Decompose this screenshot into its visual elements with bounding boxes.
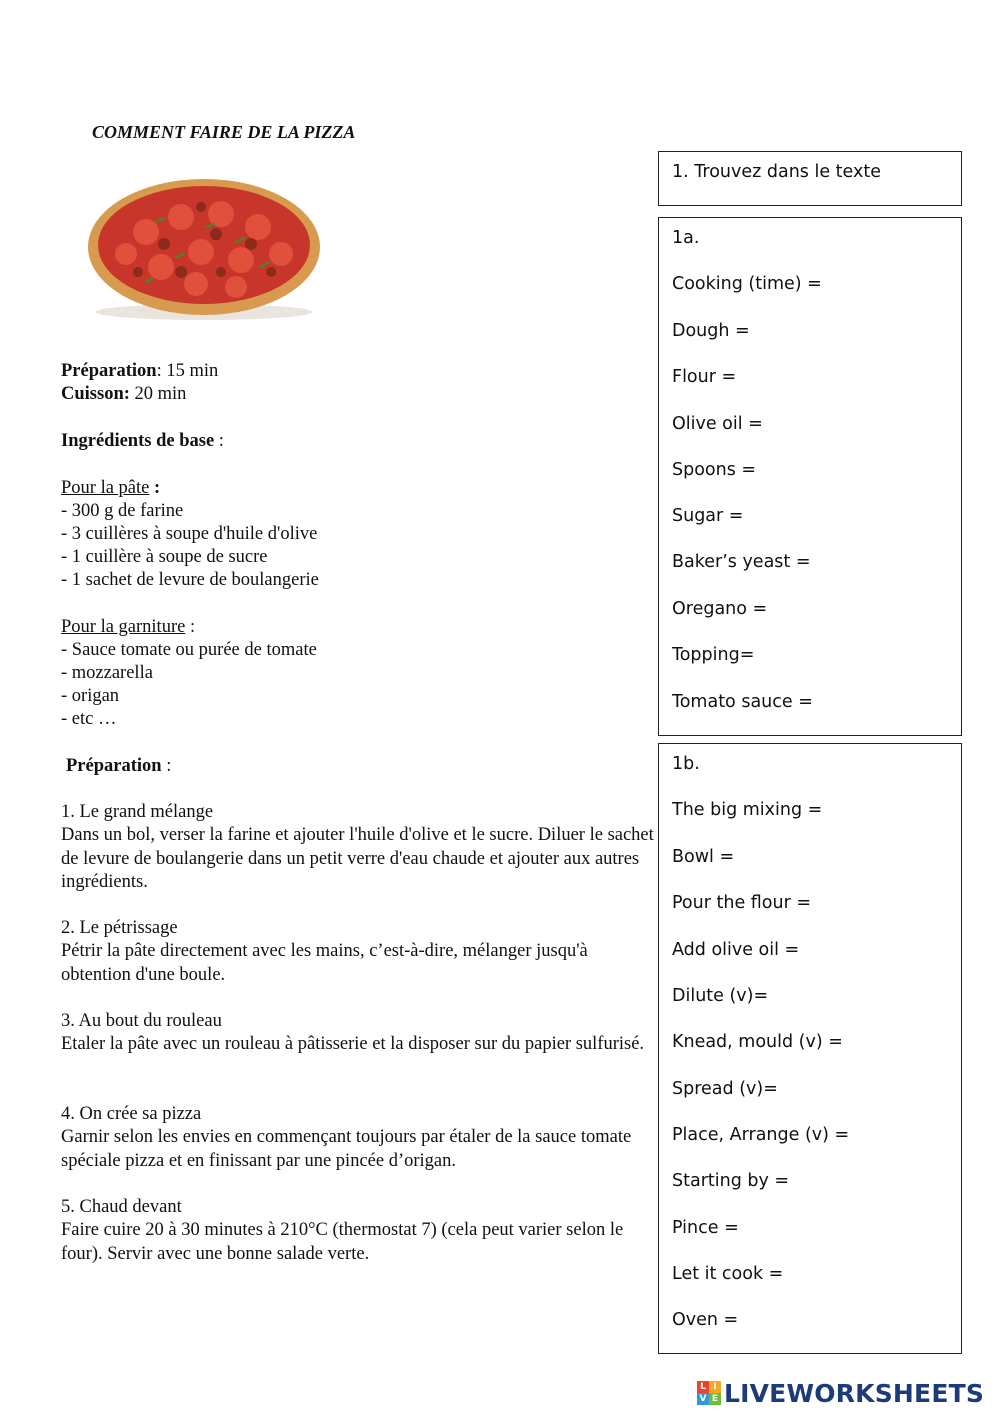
vocab-item-flour[interactable]: Flour = — [672, 367, 737, 387]
cook-value: 20 min — [129, 384, 187, 404]
cook-time — [61, 383, 186, 406]
logo-tile: V — [697, 1393, 709, 1405]
prep-value: : 15 min — [156, 361, 219, 381]
liveworksheets-logo — [697, 1377, 984, 1409]
dough-item: - 3 cuillères à soupe d'huile d'olive — [61, 524, 318, 544]
exercise-1a-label: 1a. — [672, 228, 700, 248]
prep-time — [61, 360, 218, 383]
vocab-item-oregano[interactable]: Oregano = — [672, 599, 768, 619]
vocab-item-let-it-cook[interactable]: Let it cook = — [672, 1264, 784, 1284]
step-4 — [61, 1103, 656, 1173]
step-1 — [61, 801, 656, 894]
topping-item: - origan — [61, 686, 120, 706]
prep-label: Préparation — [61, 361, 157, 381]
dough-heading: Pour la pâte : — [61, 478, 161, 498]
vocab-item-bowl[interactable]: Bowl = — [672, 847, 735, 867]
vocab-item-topping[interactable]: Topping= — [672, 645, 755, 665]
vocab-item-spread[interactable]: Spread (v)= — [672, 1079, 778, 1099]
vocab-item-olive-oil[interactable]: Olive oil = — [672, 414, 763, 434]
exercise-1a-box — [658, 217, 962, 736]
step-2 — [61, 917, 656, 987]
vocab-item-cooking-time[interactable]: Cooking (time) = — [672, 274, 822, 294]
vocab-item-oven[interactable]: Oven = — [672, 1310, 739, 1330]
logo-tile: E — [709, 1393, 721, 1405]
logo-tile: L — [697, 1381, 709, 1393]
step-text: Garnir selon les envies en commençant toujours par étaler de la sauce tomate spéciale pizza et en finissant par une pincée d’origan. — [61, 1127, 632, 1171]
vocab-item-add-olive-oil[interactable]: Add olive oil = — [672, 940, 800, 960]
logo-text: LIVEWORKSHEETS — [724, 1378, 985, 1408]
topping-item: - etc … — [61, 709, 117, 729]
step-3 — [61, 1010, 656, 1057]
vocab-item-tomato-sauce[interactable]: Tomato sauce = — [672, 692, 813, 712]
vocab-item-dough[interactable]: Dough = — [672, 321, 750, 341]
step-text: Etaler la pâte avec un rouleau à pâtisserie et la disposer sur du papier sulfurisé. — [61, 1034, 645, 1055]
vocab-item-dilute[interactable]: Dilute (v)= — [672, 986, 769, 1006]
vocab-item-starting-by[interactable]: Starting by = — [672, 1171, 790, 1191]
cook-label: Cuisson: — [61, 384, 130, 404]
step-heading: 2. Le pétrissage — [61, 918, 178, 938]
step-text: Faire cuire 20 à 30 minutes à 210°C (thermostat 7) (cela peut varier selon le four). Servir avec une bonne salade verte. — [61, 1220, 624, 1264]
preparation-heading: Préparation : — [66, 756, 172, 776]
step-heading: 1. Le grand mélange — [61, 802, 214, 822]
vocab-item-big-mixing[interactable]: The big mixing = — [672, 800, 823, 820]
instruction-text: 1. Trouvez dans le texte — [672, 162, 881, 182]
topping-heading: Pour la garniture : — [61, 617, 196, 637]
vocab-item-pour-flour[interactable]: Pour the flour = — [672, 893, 812, 913]
ingredients-heading: Ingrédients de base : — [61, 431, 224, 451]
page-title: COMMENT FAIRE DE LA PIZZA — [92, 122, 356, 142]
vocab-item-place-arrange[interactable]: Place, Arrange (v) = — [672, 1125, 850, 1145]
step-heading: 4. On crée sa pizza — [61, 1104, 202, 1124]
vocab-item-pince[interactable]: Pince = — [672, 1218, 739, 1238]
dough-item: - 300 g de farine — [61, 501, 184, 521]
topping-item: - mozzarella — [61, 663, 153, 683]
step-5 — [61, 1196, 656, 1266]
instruction-box — [658, 151, 962, 206]
liveworksheets-logo-icon — [697, 1381, 721, 1405]
exercise-1b-label: 1b. — [672, 754, 700, 774]
topping-item: - Sauce tomate ou purée de tomate — [61, 640, 317, 660]
step-heading: 3. Au bout du rouleau — [61, 1011, 222, 1031]
dough-item: - 1 sachet de levure de boulangerie — [61, 570, 319, 590]
vocab-item-bakers-yeast[interactable]: Baker’s yeast = — [672, 552, 811, 572]
dough-item: - 1 cuillère à soupe de sucre — [61, 547, 268, 567]
exercise-1b-box — [658, 743, 962, 1354]
step-text: Dans un bol, verser la farine et ajouter l'huile d'olive et le sucre. Diluer le sachet de levure de boulangerie dans un petit verre d'eau chaude et ajouter aux autres ingrédients. — [61, 825, 654, 892]
vocab-item-sugar[interactable]: Sugar = — [672, 506, 744, 526]
vocab-item-knead[interactable]: Knead, mould (v) = — [672, 1032, 843, 1052]
step-heading: 5. Chaud devant — [61, 1197, 182, 1217]
pizza-image — [86, 172, 322, 322]
step-text: Pétrir la pâte directement avec les mains, c’est-à-dire, mélanger jusqu'à obtention d'une boule. — [61, 941, 588, 985]
vocab-item-spoons[interactable]: Spoons = — [672, 460, 757, 480]
logo-tile: I — [709, 1381, 721, 1393]
